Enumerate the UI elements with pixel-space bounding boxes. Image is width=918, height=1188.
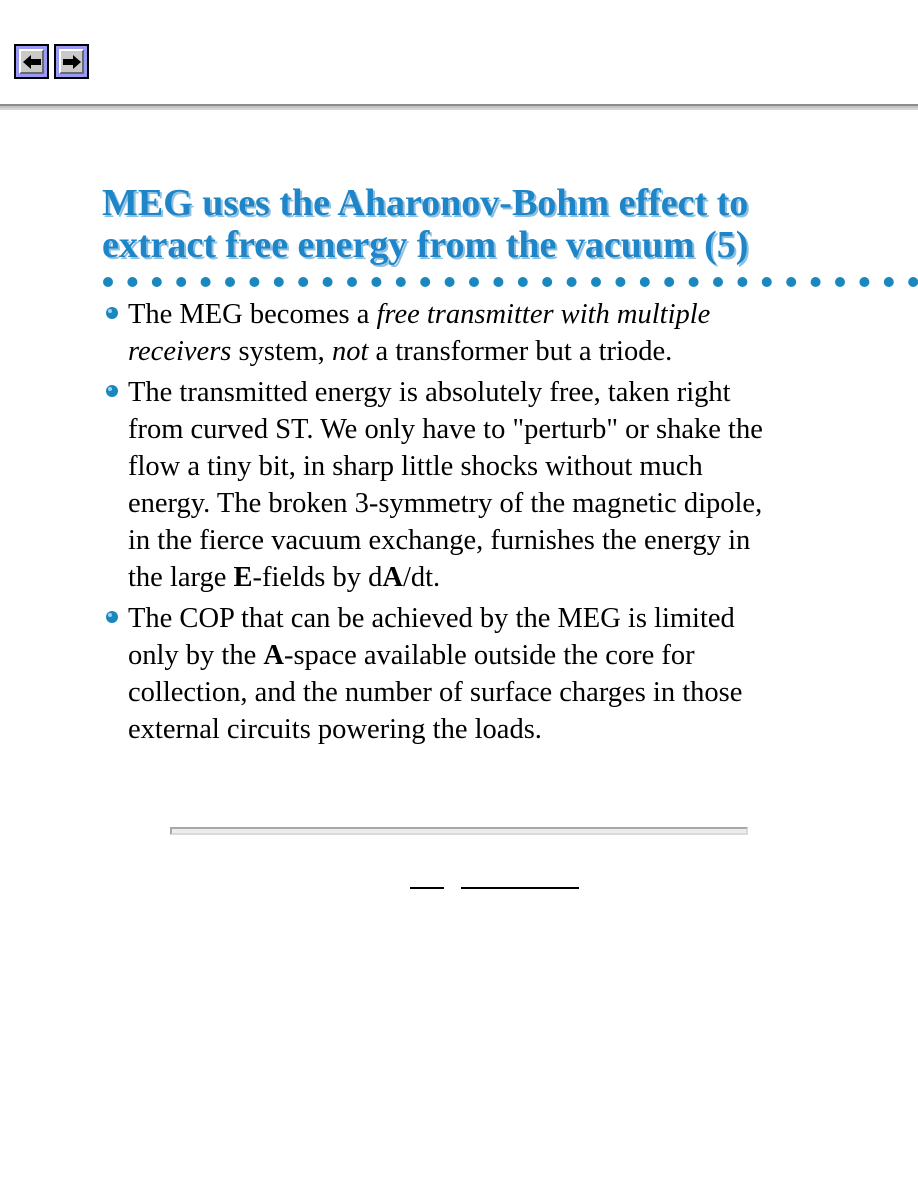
separator-dot: [567, 277, 577, 287]
bullet-item: [104, 374, 904, 596]
bottom-divider: [170, 827, 748, 835]
bullet-line: only by the A-space available outside the core for: [128, 640, 695, 671]
separator-dot: [908, 277, 918, 287]
separator-dot: [786, 277, 796, 287]
bullet-item: [104, 296, 904, 370]
bullet-list: [104, 296, 904, 752]
separator-dot: [762, 277, 772, 287]
bullet-line: the large E-fields by dA/dt.: [128, 562, 441, 593]
bullet-line: flow a tiny bit, in sharp little shocks without much: [128, 451, 703, 482]
arrow-left-icon: [22, 54, 42, 70]
title-line-1: MEG uses the Aharonov-Bohm effect to: [102, 182, 749, 224]
dotted-separator: [100, 274, 918, 290]
separator-dot: [225, 277, 235, 287]
separator-dot: [591, 277, 601, 287]
separator-dot: [859, 277, 869, 287]
separator-dot: [640, 277, 650, 287]
top-divider: [0, 104, 918, 110]
bullet-item: [104, 600, 904, 748]
bullet-icon: [105, 306, 119, 320]
forward-button[interactable]: [54, 44, 89, 79]
bullet-line: energy. The broken 3-symmetry of the magnetic dipole,: [128, 488, 763, 519]
bullet-line: in the fierce vacuum exchange, furnishes the energy in: [128, 525, 751, 556]
separator-dot: [371, 277, 381, 287]
separator-dot: [347, 277, 357, 287]
hyperlink[interactable]: [410, 887, 444, 889]
navigation-bar: [14, 44, 89, 79]
bullet-line: The transmitted energy is absolutely free, taken right: [128, 377, 731, 408]
bullet-line: from curved ST. We only have to "perturb" or shake the: [128, 414, 763, 445]
separator-dot: [420, 277, 430, 287]
bullet-line: external circuits powering the loads.: [128, 714, 542, 745]
slide-title: [102, 182, 748, 266]
separator-dot: [835, 277, 845, 287]
separator-dot: [127, 277, 137, 287]
separator-dot: [469, 277, 479, 287]
separator-dot: [201, 277, 211, 287]
separator-dot: [664, 277, 674, 287]
bullet-line: The COP that can be achieved by the MEG is limited: [128, 603, 735, 634]
hyperlink[interactable]: [461, 887, 579, 889]
arrow-right-icon: [62, 54, 82, 70]
separator-dot: [298, 277, 308, 287]
title-line-2: extract free energy from the vacuum (5): [102, 224, 749, 266]
back-button[interactable]: [14, 44, 49, 79]
separator-dot: [103, 277, 113, 287]
separator-dot: [615, 277, 625, 287]
bullet-line: The MEG becomes a free transmitter with multiple: [128, 299, 711, 330]
separator-dot: [249, 277, 259, 287]
separator-dot: [884, 277, 894, 287]
separator-dot: [152, 277, 162, 287]
separator-dot: [493, 277, 503, 287]
separator-dot: [396, 277, 406, 287]
bullet-icon: [105, 610, 119, 624]
separator-dot: [323, 277, 333, 287]
separator-dot: [713, 277, 723, 287]
bullet-icon: [105, 384, 119, 398]
separator-dot: [542, 277, 552, 287]
separator-dot: [737, 277, 747, 287]
separator-dot: [445, 277, 455, 287]
bullet-line: receivers system, not a transformer but a triode.: [128, 336, 673, 367]
bullet-line: collection, and the number of surface charges in those: [128, 677, 743, 708]
separator-dot: [176, 277, 186, 287]
separator-dot: [518, 277, 528, 287]
separator-dot: [689, 277, 699, 287]
separator-dot: [274, 277, 284, 287]
separator-dot: [811, 277, 821, 287]
